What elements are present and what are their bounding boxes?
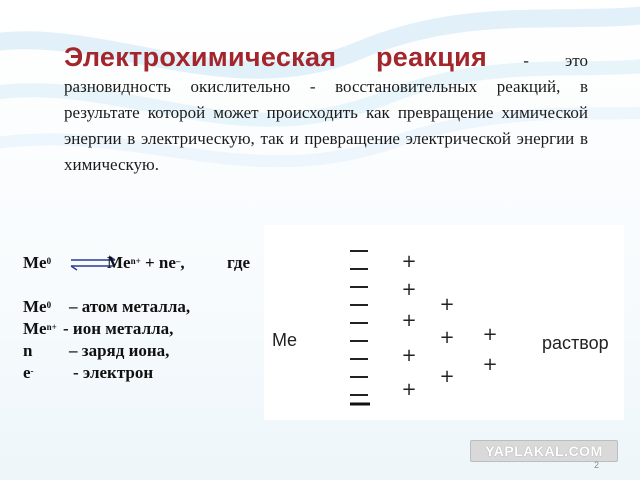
definition-paragraph (64, 44, 588, 178)
plus-charge-icon: + (401, 279, 417, 300)
equation-right: $Me^{n+} + ne^-$, (107, 253, 185, 272)
legend-symbol: Me (23, 297, 47, 316)
equation-where: где (227, 253, 251, 272)
plus-charge-icon: + (482, 324, 498, 345)
plus-charge-icon: + (401, 345, 417, 366)
plus-charge-icon: + (439, 366, 455, 387)
plus-charge-icon: + (439, 327, 455, 348)
legend-description: – атом металла, (69, 297, 191, 316)
watermark-logo: YAPLAKAL.COM (470, 440, 618, 462)
legend-description: - ион металла, (63, 319, 174, 338)
plus-charge-icon: + (482, 354, 498, 375)
legend-symbol: n (23, 341, 33, 360)
plus-charge-icon: + (401, 310, 417, 331)
solution-label: раствор (542, 333, 609, 353)
legend-description: - электрон (73, 363, 154, 382)
term-dash: - (487, 51, 565, 70)
definition-text: это разновидность окислительно - восстановительных реакций, в результате которой может происходить как превращение химической энергии в электрическую, так и превращение электрической энергии в химическую. (64, 51, 588, 174)
legend-description: – заряд иона, (69, 341, 170, 360)
term-heading: Электрохимическая реакция (64, 42, 488, 72)
plus-charge-icon: + (401, 379, 417, 400)
page-number: 2 (594, 460, 600, 470)
plus-charge-icon: + (401, 251, 417, 272)
legend-symbol: Me (23, 319, 47, 338)
plus-charge-icon: + (439, 294, 455, 315)
double-layer-diagram (264, 225, 624, 420)
legend-symbol: e (23, 363, 31, 382)
equation-left: Me$^0$ (23, 253, 52, 272)
metal-label: Me (272, 330, 298, 350)
diagram-canvas (264, 225, 624, 420)
